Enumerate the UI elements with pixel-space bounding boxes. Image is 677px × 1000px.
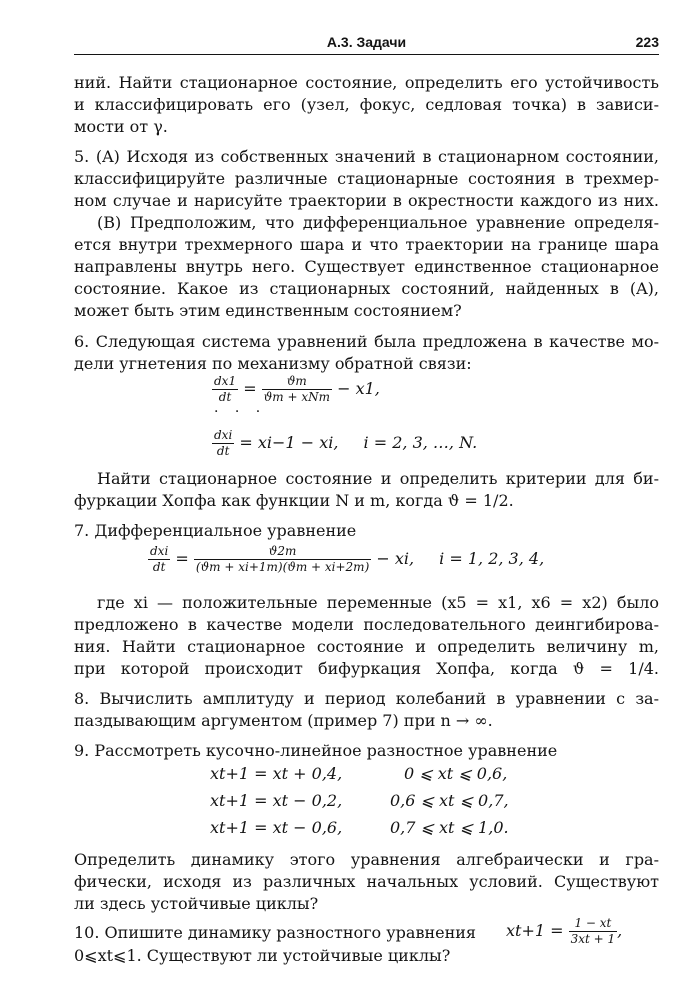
section-title: А.3. Задачи	[326, 34, 407, 50]
text-line: ний. Найти стационарное состояние, определить его устойчивость	[74, 73, 659, 92]
equation-6-ellipsis: · · ·	[214, 404, 267, 420]
text-line: (B) Предположим, что дифференциальное уравнение определя-	[97, 213, 659, 232]
running-header	[74, 30, 659, 55]
text-line: фически, исходя из различных начальных условий. Существуют	[74, 872, 659, 891]
problem-10-line: 10. Опишите динамику разностного уравнения	[74, 923, 477, 942]
equation-10: xt+1 = $\frac{1 - xt}{3xt + 1}$ ,	[506, 916, 623, 946]
page-number: 223	[635, 34, 659, 50]
text-line: дели угнетения по механизму обратной связи:	[74, 354, 472, 373]
text-line: при которой происходит бифуркация Хопфа, когда ϑ = 1/4.	[74, 659, 659, 678]
equation-7: $\frac{\text{dxi}}{dt}$ = $\frac{ϑ2m}{(ϑm + xi+1m)(ϑm + xi+2m)}$ − xi, i = 1, 2, 3, 4,	[150, 544, 545, 574]
text-line: может быть этим единственным состоянием?	[74, 301, 462, 320]
text-line: где xi — положительные переменные (x5 = x1, x6 = x2) было	[97, 593, 659, 612]
text-line: состояние. Какое из стационарных состояний, найденных в (A),	[74, 279, 659, 298]
equation-6b: $\frac{\text{dxi}}{dt}$ = xi−1 − xi, i = 2, 3, …, N.	[214, 428, 478, 458]
text-line: предложено в качестве модели последовательного деингибирова-	[74, 615, 659, 634]
text-line: направлены внутрь него. Существует единственное стационарное	[74, 257, 659, 276]
text-line: фуркации Хопфа как функции N и m, когда ϑ = 1/2.	[74, 491, 514, 510]
equation-9-row: xt+1 = xt + 0,4,	[210, 764, 343, 783]
equation-6a: $\frac{dx1}{dt}$ = $\frac{ϑm}{\text{ϑm + xNm}}$ − x1,	[214, 374, 380, 404]
equation-9-condition: 0 ⩽ xt ⩽ 0,6,	[404, 764, 508, 783]
problem-5-line: 5. (A) Исходя из собственных значений в стационарном состоянии,	[74, 147, 659, 166]
text-line: ния. Найти стационарное состояние и определить величину m,	[74, 637, 659, 656]
equation-9-row: xt+1 = xt − 0,2,	[210, 791, 343, 810]
text-line: и классифицировать его (узел, фокус, седловая точка) в зависи-	[74, 95, 659, 114]
problem-7-line: 7. Дифференциальное уравнение	[74, 521, 357, 540]
text-line: Определить динамику этого уравнения алгебраически и гра-	[74, 850, 659, 869]
text-line: паздывающим аргументом (пример 7) при n → ∞.	[74, 711, 493, 730]
equation-9-condition: 0,7 ⩽ xt ⩽ 1,0.	[390, 818, 509, 837]
equation-9-row: xt+1 = xt − 0,6,	[210, 818, 343, 837]
problem-8-line: 8. Вычислить амплитуду и период колебаний в уравнении с за-	[74, 689, 659, 708]
text-line: мости от γ.	[74, 117, 168, 136]
text-line: Найти стационарное состояние и определить критерии для би-	[97, 469, 659, 488]
equation-9-condition: 0,6 ⩽ xt ⩽ 0,7,	[390, 791, 509, 810]
text-line: ном случае и нарисуйте траектории в окрестности каждого из них.	[74, 191, 659, 210]
problem-6-line: 6. Следующая система уравнений была предложена в качестве мо-	[74, 332, 659, 351]
text-line: 0⩽xt⩽1. Существуют ли устойчивые циклы?	[74, 946, 451, 965]
problem-9-line: 9. Рассмотреть кусочно-линейное разностное уравнение	[74, 741, 558, 760]
text-line: ется внутри трехмерного шара и что траектории на границе шара	[74, 235, 659, 254]
text-line: классифицируйте различные стационарные состояния в трехмер-	[74, 169, 659, 188]
text-line: ли здесь устойчивые циклы?	[74, 894, 319, 913]
